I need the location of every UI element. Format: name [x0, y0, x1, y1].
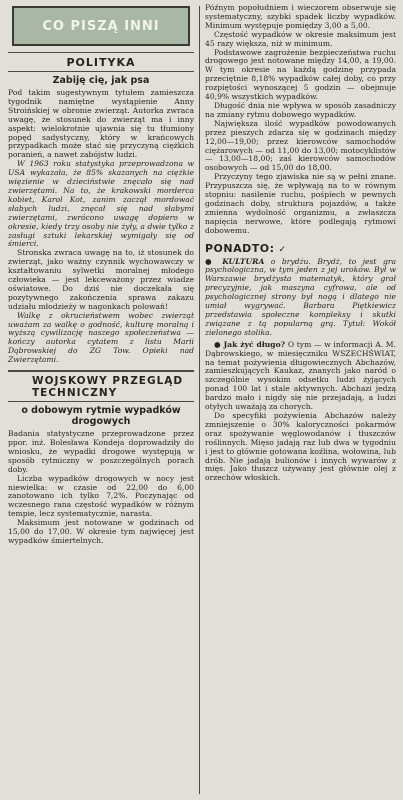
paragraph: Największa ilość wypadków powodowanych przez pieszych zdarza się w godzinach między 12,00—19,00; przez kierowców samochodów ciężarowych — od 11,00 do 13,00; motocyklistów — 13,00—18,00; zaś kierowców samochodów osobowych — od 15,00 do 18,00.: [205, 118, 396, 173]
item-text: Do specyfiki pożywienia Abchazów należy zmniejszenie o 30% kaloryczności pokarmów oraz spożywanie węglowodanów i tłuszczów roślinnych. Mięso jadają raz lub dwa w tygodniu i jest to głównie gotowana koźlina, wołowina, lub drób. Nie jadają bulionów i innych wywarów z mięs. Jako tłuszcz używany jest głównie olej z orzechów włoskich.: [205, 410, 396, 483]
divider: [8, 71, 194, 72]
right-column: [205, 4, 396, 483]
paragraph: Długość dnia nie wpływa w sposób zasadniczy na zmiany rytmu dobowego wypadków.: [205, 100, 396, 119]
list-item: ● Jak żyć długo? O tym — w informacji A. M. Dąbrowskiego, w miesięczniku WSZECHŚWIAT, na temat pożywienia długowiecznych Abchazów, zamieszkujących Kaukaz, znanych jako naród o szczególnie wysokim odsetku ludzi żyjących ponad 100 lat i stale aktywnych. Abchazi jedzą bardzo mało i nigdy się nie przejadają, a ludzi otyłych uważają za chorych.: [205, 339, 396, 412]
paragraph: W 1963 roku statystyka przeprowadzona w USA wykazała, że 85% skazanych na ciężkie więzienie w dzieciństwie znęcało się nad zwierzętami. Na to, że krakowski morderca kobiet, Karol Kot, zanim zaczął mordować słabych ludzi, znęcał się nad słabymi zwierzętami, zwrócono uwagę dopiero w okresie, kiedy trzy osoby nie żyły, a dwie tylko z zasługi sztuki lekarskiej wymigały się od śmierci.: [8, 159, 194, 249]
masthead-label: CO PISZĄ INNI: [42, 18, 160, 34]
paragraph: Walkę z okrucieństwem wobec zwierząt uważam za walkę o godność, kulturę moralną i wyższą cywilizację naszego społeczeństwa — kończy autorka cytatem z listu Marii Dąbrowskiej do ZG Tow. Opieki nad Zwierzętami.: [8, 310, 194, 365]
divider: [8, 52, 194, 53]
list-item: [205, 412, 396, 483]
paragraph: Stronska zwraca uwagę na to, iż stosunek do zwierząt, jako ważny czynnik wychowawczy w kształtowaniu sylwetki moralnej młodego człowieka — jest lekceważony przez wiadze oświatowe. Do dziś nie doczekała się pozytywnego zakończenia sprawa zakazu udziału młodzieży w nagonkach polowań!: [8, 248, 194, 311]
paragraph: Podstawowe zagrożenie bezpieczeństwa ruchu drogowego jest notowane między 14,00, a 19,00. W tym okresie na każdą godzinę przypada przeciętnie 8,18% wypadków całej doby, co przy rozpiętości wynoszącej 5 godzin — obejmuje 40,9% wszystkich wypadków.: [205, 47, 396, 102]
article-polityka: [8, 89, 194, 365]
list-item: ● KULTURA o brydżu. Brydż, to jest gra psychologiczna, w tym jeden z jej uroków. Był w Warszawie brydżysta matematyk, który grał precyzyjnie, jak maszyna cyfrowa, ale od psychologicznej strony był nogą i dlatego nie umiał wygrywać. Barbara Piętkiewicz przedstawia społeczne kompleksy i skutki związane z tą popularną grą. Tytuł: Wokół zielonego stolika.: [205, 256, 396, 337]
checkmark-icon: ✓: [278, 244, 287, 255]
ponadto-list: [205, 258, 396, 484]
headline-wojskowy: o dobowym rytmie wypadków drogowych: [21, 405, 181, 428]
paragraph: Przyczyny tego zjawiska nie są w pełni znane. Przypuszcza się, że wpływają na to w równym stopniu: nasilenie ruchu, pośpiech w pewnych godzinach doby, struktura pojazdów, a także zmienna wydolność organizmu, a zwłaszcza napięcia nerwowe, które podlegają rytmowi dobowemu.: [205, 172, 396, 235]
headline-polityka: Zabiję cię, jak psa: [52, 75, 150, 86]
left-column: [8, 4, 194, 546]
section-title-polityka: POLITYKA: [66, 56, 136, 69]
divider: [8, 370, 194, 372]
item-text: O tym — w informacji A. M. Dąbrowskiego, w miesięczniku WSZECHŚWIAT, na temat pożywienia długowiecznych Abchazów, zamieszkujących Kaukaz, znanych jako naród o szczególnie wysokim odsetku ludzi żyjących ponad 100 lat i stale aktywnych. Abchazi jedzą bardzo mało i nigdy się nie przejadają, a ludzi otyłych uważają za chorych.: [205, 339, 396, 412]
article-wojskowy-part1: [8, 430, 194, 546]
masthead-box: [12, 6, 190, 46]
ponadto-heading: [205, 242, 396, 255]
paragraph: Badania statystyczne przeprowadzone przez ppor. inż. Bolesława Kondeja doprowadziły do wniosku, że wypadki drogowe występują w sposób rytmiczny w poszczególnych porach doby.: [8, 429, 194, 474]
article-wojskowy-part2: [205, 4, 396, 236]
column-divider: [199, 6, 200, 794]
paragraph: Liczba wypadków drogowych w nocy jest niewielka: w czasie od 22,00 do 6,00 zanotowano ich tylko 7,2%. Poczynając od wczesnego rana częstość wypadków w różnym tempie, lecz systematycznie, narasta.: [8, 473, 194, 519]
item-lead: Jak żyć długo?: [223, 339, 286, 349]
paragraph: Częstość wypadków w okresie maksimum jest 45 razy większa, niż w minimum.: [205, 29, 396, 48]
paragraph: Późnym popołudniem i wieczorem obserwuje się systematyczny, szybki spadek liczby wypadków. Minimum występuje pomiędzy 3,00 a 5,00.: [205, 3, 396, 30]
divider: [8, 401, 194, 402]
paragraph: Pod takim sugestywnym tytułem zamieszcza tygodnik namiętne wystąpienie Anny Stroińskiej w obronie zwierząt. Autorka zwraca uwagę, że stosunek do zwierząt ma i inny aspekt: wielokrotnie ujawnia się tu tłumiony popęd sadystyczny, który w krańcowych przypadkach może stać się przyczyną ciężkich poranień, a nawet zabójstw ludzi.: [8, 88, 194, 160]
item-text: o brydżu. Brydż, to jest gra psychologiczna, w tym jeden z jej uroków. Był w Warszawie brydżysta matematyk, który grał precyzyjnie, jak maszyna cyfrowa, ale od psychologicznej strony był nogą i dlatego nie umiał wygrywać. Barbara Piętkiewicz przedstawia społeczne kompleksy i skutki związane z tą popularną grą. Tytuł: Wokół zielonego stolika.: [205, 256, 396, 337]
section-title-wojskowy: WOJSKOWY PRZEGLĄD TECHNICZNY: [32, 375, 184, 400]
paragraph: Maksimum jest notowane w godzinach od 15,00 do 17,00. W okresie tym najwięcej jest wypadków śmiertelnych.: [8, 518, 194, 545]
ponadto-label: PONADTO:: [205, 241, 275, 255]
item-lead: KULTURA: [222, 256, 265, 266]
